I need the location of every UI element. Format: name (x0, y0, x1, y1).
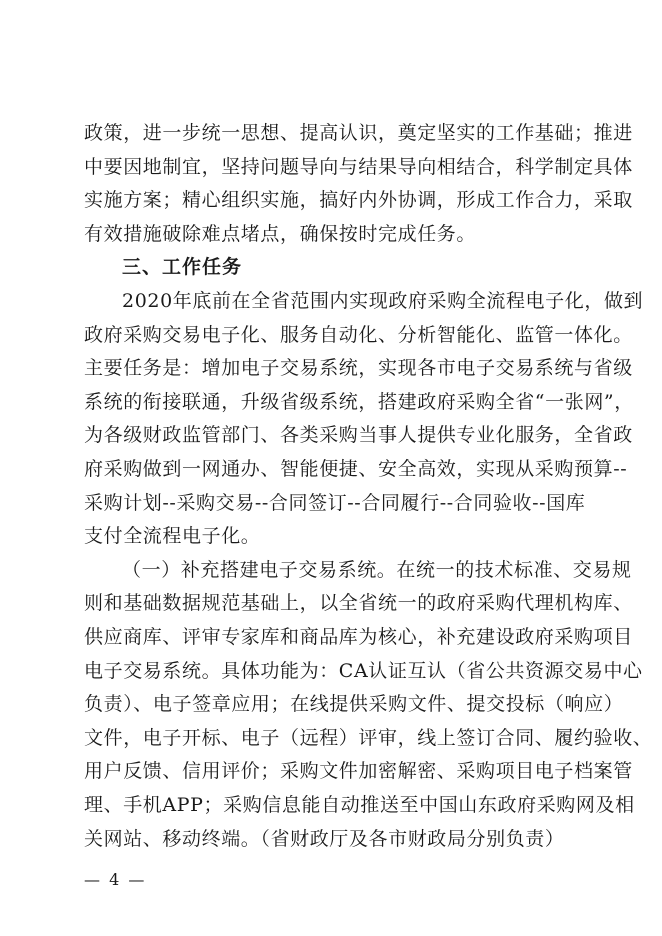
body-text-line: 政策，进一步统一思想、提高认识，奠定坚实的工作基础；推进 (84, 122, 633, 144)
body-text-line: 政府采购交易电子化、服务自动化、分析智能化、监管一体化。 (84, 323, 633, 346)
body-text-line: 府采购做到一网通办、智能便捷、安全高效，实现从采购预算-- (84, 458, 628, 480)
paragraph-start-line: 2020年底前在全省范围内实现政府采购全流程电子化，做到 (122, 290, 644, 312)
body-text-line: 理、手机APP；采购信息能自动推送至中国山东政府采购网及相 (84, 794, 635, 816)
page-number: — 4 — (84, 870, 147, 890)
body-text-line: 文件，电子开标、电子（远程）评审，线上签订合同、履约验收、 (84, 726, 653, 749)
body-text-line: 主要任务是：增加电子交易系统，实现各市电子交易系统与省级 (84, 357, 633, 380)
subsection-start-line: （一）补充搭建电子交易系统。在统一的技术标准、交易规 (122, 558, 632, 581)
body-text-line: 支付全流程电子化。 (84, 525, 261, 548)
body-text-line: 有效措施破除难点堵点，确保按时完成任务。 (84, 222, 477, 245)
body-text-line: 系统的衔接联通，升级省级系统，搭建政府采购全省“一张网”， (84, 390, 634, 413)
body-text-line: 负责）、电子签章应用；在线提供采购文件、提交投标（响应） (84, 693, 624, 716)
body-text-line: 则和基础数据规范基础上，以全省统一的政府采购代理机构库、 (84, 592, 633, 615)
body-text-line: 中要因地制宜，坚持问题导向与结果导向相结合，科学制定具体 (84, 155, 633, 178)
body-text-line: 实施方案；精心组织实施，搞好内外协调，形成工作合力，采取 (84, 189, 633, 212)
body-text-line: 关网站、移动终端。（省财政厅及各市财政局分别负责） (84, 827, 565, 850)
body-text-line: 为各级财政监管部门、各类采购当事人提供专业化服务，全省政 (84, 424, 633, 447)
section-heading: 三、工作任务 (122, 256, 243, 279)
body-text-line: 电子交易系统。具体功能为：CA认证互认（省公共资源交易中心 (84, 659, 643, 682)
body-text-line: 用户反馈、信用评价；采购文件加密解密、采购项目电子档案管 (84, 760, 633, 783)
body-text-line: 采购计划--采购交易--合同签订--合同履行--合同验收--国库 (84, 491, 586, 514)
body-text-line: 供应商库、评审专家库和商品库为核心，补充建设政府采购项目 (84, 626, 633, 648)
